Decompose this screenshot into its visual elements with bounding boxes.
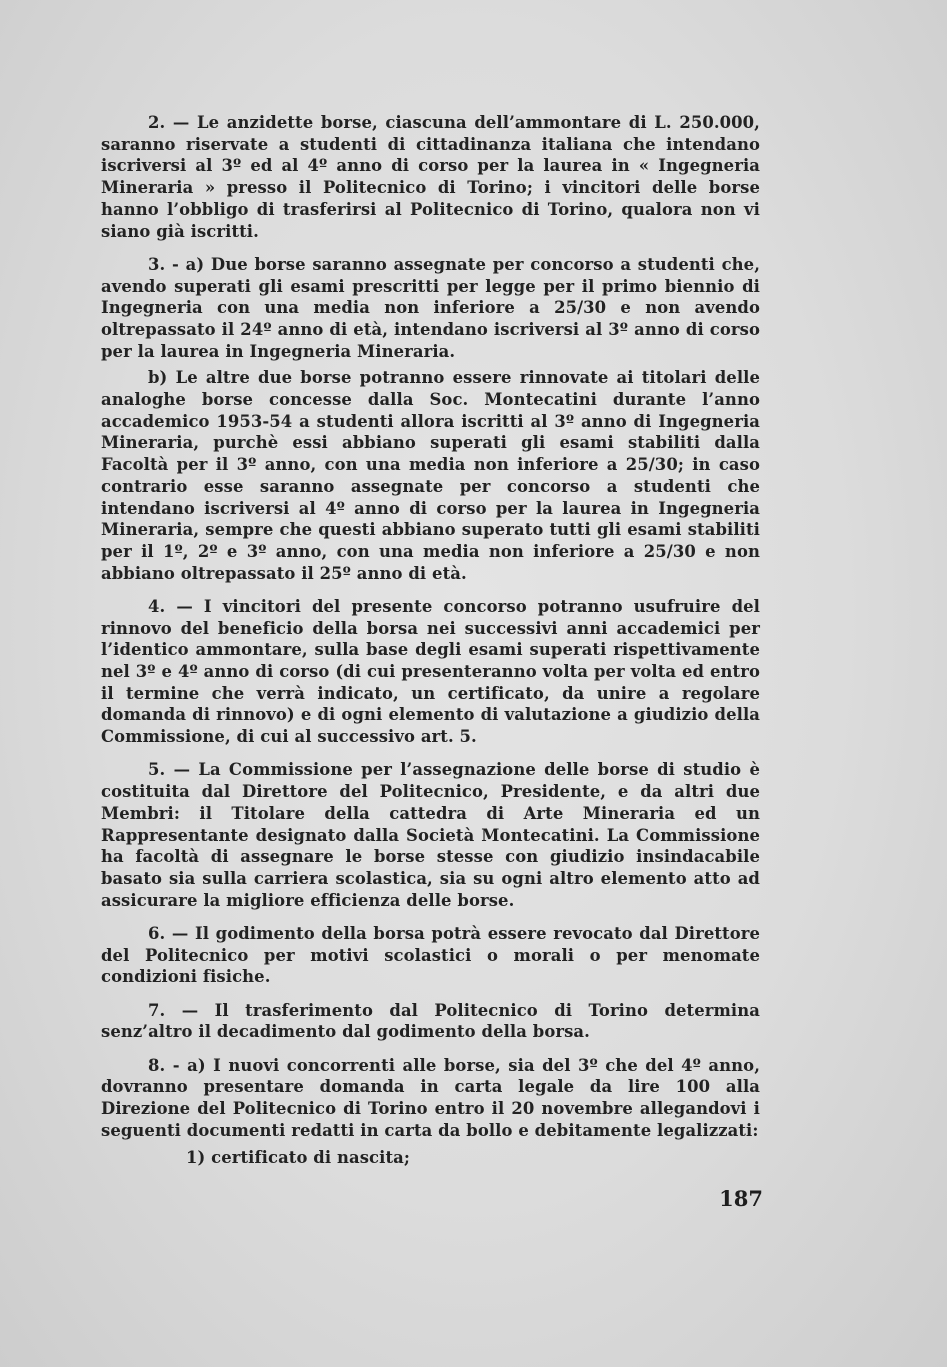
paragraph-2: 2. — Le anzidette borse, ciascuna dell’ammontare di L. 250.000, saranno riservate a studenti di cittadinanza italiana che intendano iscriversi al 3º ed al 4º anno di corso per la laurea in « Ingegneria Mineraria » presso il Politecnico di Torino; i vincitori delle borse hanno l’obbligo di trasferirsi al Politecnico di Torino, qualora non vi siano già iscritti. (101, 113, 760, 241)
page-number: 187 (719, 1186, 763, 1211)
paragraph-5: 5. — La Commissione per l’assegnazione delle borse di studio è costituita dal Direttore del Politecnico, Presidente, e da altri due Membri: il Titolare della cattedra di Arte Mineraria ed un Rappresentante designato dalla Società Montecatini. La Commissione ha facoltà di assegnare le borse stesse con giudizio insindacabile basato sia sulla carriera scolastica, sia su ogni altro elemento atto ad assicurare la migliore efficienza delle borse. (101, 760, 760, 910)
paragraph-3a: 3. - a) Due borse saranno assegnate per concorso a studenti che, avendo superati gli esami prescritti per legge per il primo biennio di Ingegneria con una media non inferiore a 25/30 e non avendo oltrepassato il 24º anno di età, intendano iscriversi al 3º anno di corso per la laurea in Ingegneria Mineraria. (101, 254, 760, 361)
body-text (101, 112, 760, 1168)
paragraph-3b: b) Le altre due borse potranno essere rinnovate ai titolari delle analoghe borse concesse dalla Soc. Montecatini durante l’anno accademico 1953-54 a studenti allora iscritti al 3º anno di Ingegneria Mineraria, purchè essi abbiano superati gli esami stabiliti dalla Facoltà per il 3º anno, con una media non inferiore a 25/30; in caso contrario esse saranno assegnate per concorso a studenti che intendano iscriversi al 4º anno di corso per la laurea in Ingegneria Mineraria, sempre che questi abbiano superato tutti gli esami stabiliti per il 1º, 2º e 3º anno, con una media non inferiore a 25/30 e non abbiano oltrepassato il 25º anno di età. (101, 368, 760, 583)
paragraph-4: 4. — I vincitori del presente concorso potranno usufruire del rinnovo del beneficio della borsa nei successivi anni accademici per l’identico ammontare, sulla base degli esami superati rispettivamente nel 3º e 4º anno di corso (di cui presenteranno volta per volta ed entro il termine che verrà indicato, un certificato, da unire a regolare domanda di rinnovo) e di ogni elemento di valutazione a giudizio della Commissione, di cui al successivo art. 5. (101, 596, 760, 747)
paragraph-7: 7. — Il trasferimento dal Politecnico di Torino determina senz’altro il decadimento dal godimento della borsa. (101, 1000, 760, 1042)
list-item: 1) certificato di nascita; (186, 1147, 411, 1167)
paragraph-8a: 8. - a) I nuovi concorrenti alle borse, sia del 3º che del 4º anno, dovranno presentare domanda in carta legale da lire 100 alla Direzione del Politecnico di Torino entro il 20 novembre allegandovi i seguenti documenti redatti in carta da bollo e debitamente legalizzati: (101, 1055, 760, 1140)
paragraph-6: 6. — Il godimento della borsa potrà essere revocato dal Direttore del Politecnico per motivi scolastici o morali o per menomate condizioni fisiche. (101, 923, 760, 987)
